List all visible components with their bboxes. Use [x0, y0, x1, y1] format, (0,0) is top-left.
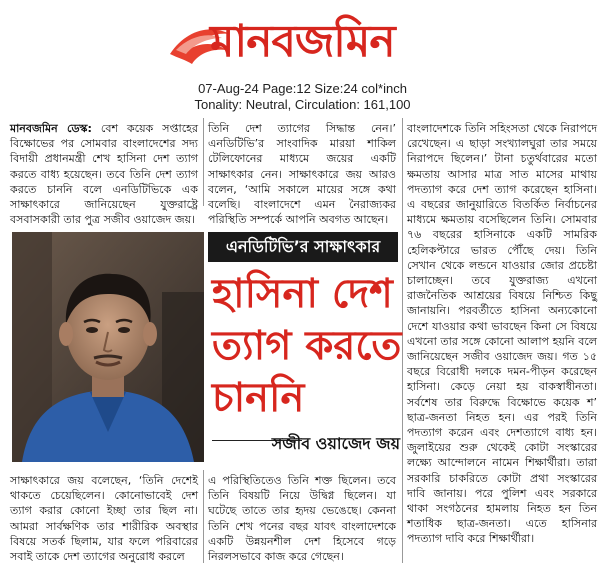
- body-text: বেশ কয়েক সপ্তাহের বিক্ষোভের পর সোমবার বাংলাদেশের সদ্য বিদায়ী প্রধানমন্ত্রী শেখ হাসিনা দেশ ত্যাগ করতে বাধ্য হয়েছেন। তবে তিনি দেশ ত্যাগ করতে চাননি বলে এনডিটিভিকে এক সাক্ষাৎকারে জানিয়েছেন যুক্তরাষ্ট্রে বসবাসকারী তার পুত্র সজীব ওয়াজেদ জয়।: [10, 122, 198, 227]
- article-column-1: [10, 121, 198, 227]
- column-divider: [203, 118, 204, 206]
- portrait-photo: [12, 232, 204, 462]
- headline-line: হাসিনা দেশ: [212, 271, 393, 317]
- body-text: বাংলাদেশকে তিনি সহিংসতা থেকে নিরাপদে রেখেছেন। এ ছাড়া সংখ্যালঘুরা তার সময়ে নিরাপদে ছিলেন।’ টানা চতুর্থবারের মতো ক্ষমতায় আসার মাত্র সাত মাসের মাথায় পদত্যাগ করে দেশ ত্যাগ করেছেন হাসিনা। এ বছরের জানুয়ারিতে বিতর্কিত নির্বাচনের মাধ্যমে ক্ষমতায় বসেছিলেন তিনি। সোমবার ৭৬ বছরের হাসিনাকে একটি সামরিক হেলিকপ্টারে ভারত পৌঁছে দেয়। তিনি সেখান থেকে লন্ডনে যাওয়ার জোর প্রচেষ্টা চালাচ্ছেন। তবে যুক্তরাজ্য এখনো রাজনৈতিক আশ্রয়ের বিষয়ে নিশ্চিত কিছু জানায়নি। পরবর্তীতে হাসিনা অন্যকোনো দেশে যাওয়ার কথা ভাবছেন কিনা সে বিষয়ে এখনো তার সঙ্গে কোনো আলাপ হয়নি বলে জানিয়েছেন সজীব ওয়াজেদ জয়। গত ১৫ বছরে বিরোধী দলকে দমন-পীড়ন করেছেন হাসিনা। কেড়ে নেয়া হয় বাকস্বাধীনতা। সর্বশেষ তার বিরুদ্ধে বিক্ষোভে কয়েক শ’ ছাত্র-জনতা নিহত হন। এর পরই তিনি পদত্যাগ করেন এবং দেশত্যাগে বাধ্য হন। জুলাইয়ের শুরু থেকেই কোটা সংস্কারের লক্ষ্যে আন্দোলনে নামেন শিক্ষার্থীরা। তারা সরকারি চাকরিতে কোটা প্রথা সংস্কারের দাবি জানায়। পরে পুলিশ এবং সরকারে থাকা সংগঠনের হামলায় নিহত হন তিন শতাধিক ছাত্র-জনতা। এতে হাসিনার পদত্যাগ দাবি করে শিক্ষার্থীরা।: [407, 122, 597, 546]
- article-column-3: [407, 121, 597, 546]
- body-text: এ পরিস্থিতিতেও তিনি শক্ত ছিলেন। তবে তিনি বিষয়টি নিয়ে উদ্বিগ্ন ছিলেন। যা ঘটেছে তাতে তার হৃদয় ভেঙেছে। কেননা তিনি শেখ পনের বছর যাবৎ বাংলাদেশকে একটি উন্নয়নশীল দেশ হিসেবে গড়ে নিরলসভাবে কাজ করে গেছেন।: [208, 474, 396, 564]
- article-column-4: [10, 473, 198, 568]
- clip-meta-tonality: Tonality: Neutral, Circulation: 161,100: [194, 97, 411, 112]
- masthead: [0, 0, 605, 80]
- headline: [212, 268, 402, 424]
- newspaper-logo: মানবজমিন: [210, 16, 395, 67]
- headline-line: ত্যাগ করতে: [212, 323, 402, 369]
- clip-meta-date-size: 07-Aug-24 Page:12 Size:24 col*inch: [198, 81, 407, 96]
- byline: সজীব ওয়াজেদ জয়: [271, 434, 400, 453]
- article-column-2: [208, 121, 396, 227]
- headline-line: চাননি: [212, 375, 305, 421]
- portrait-illustration: [12, 232, 204, 462]
- kicker-label: এনডিটিভি’র সাক্ষাৎকার: [208, 232, 398, 262]
- column-divider: [402, 118, 403, 563]
- body-text: সাক্ষাৎকারে জয় বলেছেন, ‘তিনি দেশেই থাকতে চেয়েছিলেন। কোনোভাবেই দেশ ত্যাগ করার কোনো ইচ্ছা তার ছিল না। আমরা সার্বক্ষণিক তার শারীরিক অবস্থার বিষয়ে সতর্ক ছিলাম, যার ফলে পরিবারের সবাই তাকে দেশ ত্যাগের অনুরোধ করলে: [10, 474, 198, 564]
- article-column-5: [208, 473, 396, 568]
- dateline: মানবজমিন ডেস্ক:: [10, 122, 92, 135]
- body-text: তিনি দেশ ত্যাগের সিদ্ধান্ত নেন।’ এনডিটিভি’র সাংবাদিক মারয়া শাকিল টেলিফোনের মাধ্যমে জয়ের একটি সাক্ষাৎকার নেন। সাক্ষাৎকারে জয় আরও বলেন, ‘আমি সকালে মায়ের সঙ্গে কথা বলেছি। বাংলাদেশে এমন নৈরাজ্যকর পরিস্থিতি সম্পর্কে আপনি অবগত আছেন।: [208, 122, 396, 227]
- column-divider: [203, 470, 204, 563]
